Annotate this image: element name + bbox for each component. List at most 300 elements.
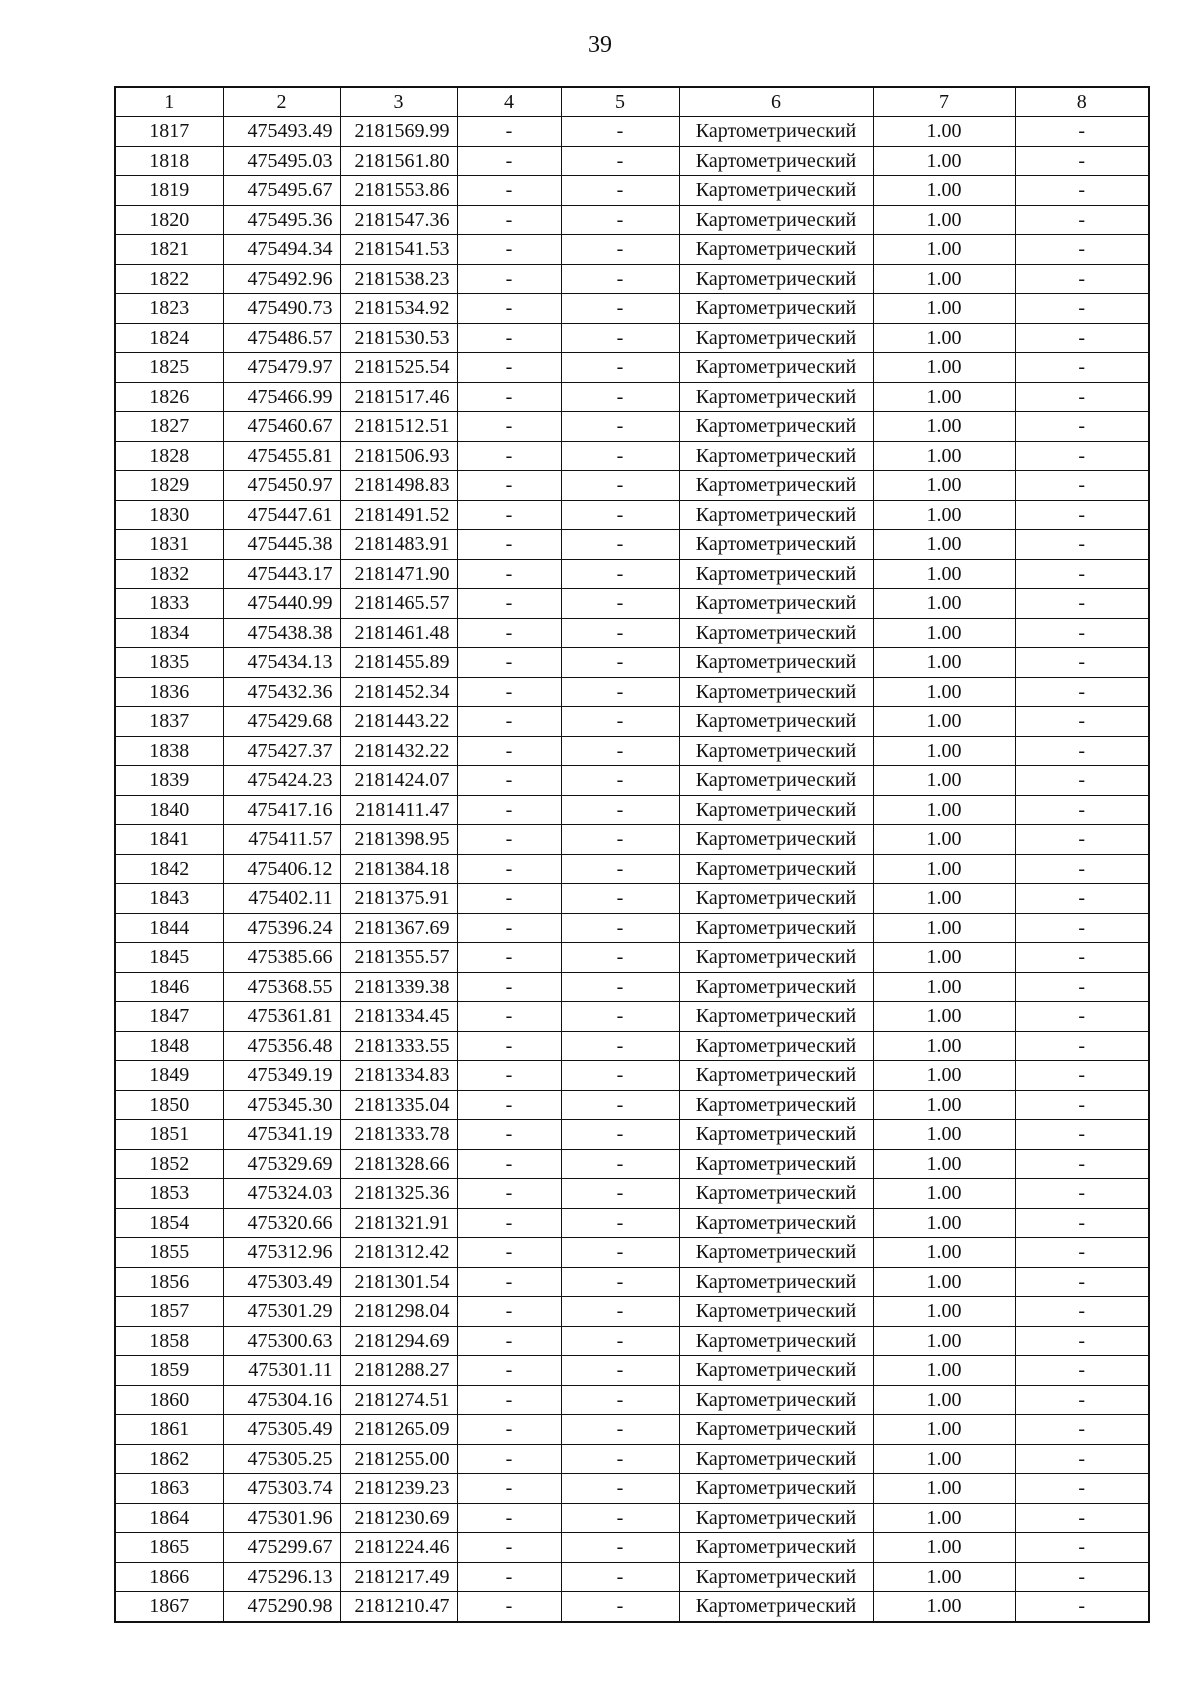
- column-8-cell: -: [1015, 1179, 1149, 1209]
- x-coordinate-cell: 475434.13: [223, 648, 340, 678]
- column-8-cell: -: [1015, 500, 1149, 530]
- column-5-cell: -: [561, 677, 679, 707]
- method-cell: Картометрический: [679, 382, 873, 412]
- column-5-cell: -: [561, 1385, 679, 1415]
- accuracy-cell: 1.00: [873, 1238, 1015, 1268]
- column-5-cell: -: [561, 1474, 679, 1504]
- column-5-cell: -: [561, 795, 679, 825]
- accuracy-cell: 1.00: [873, 943, 1015, 973]
- accuracy-cell: 1.00: [873, 1444, 1015, 1474]
- column-5-cell: -: [561, 1503, 679, 1533]
- column-4-cell: -: [457, 146, 561, 176]
- y-coordinate-cell: 2181465.57: [340, 589, 457, 619]
- x-coordinate-cell: 475495.67: [223, 176, 340, 206]
- column-8-cell: -: [1015, 766, 1149, 796]
- column-4-cell: -: [457, 1592, 561, 1622]
- accuracy-cell: 1.00: [873, 913, 1015, 943]
- column-5-cell: -: [561, 1061, 679, 1091]
- method-cell: Картометрический: [679, 1503, 873, 1533]
- method-cell: Картометрический: [679, 294, 873, 324]
- method-cell: Картометрический: [679, 1149, 873, 1179]
- method-cell: Картометрический: [679, 1031, 873, 1061]
- accuracy-cell: 1.00: [873, 707, 1015, 737]
- table-row: [115, 1031, 1149, 1061]
- method-cell: Картометрический: [679, 1267, 873, 1297]
- accuracy-cell: 1.00: [873, 1533, 1015, 1563]
- point-number-cell: 1840: [115, 795, 223, 825]
- table-header-row: [115, 87, 1149, 117]
- accuracy-cell: 1.00: [873, 1326, 1015, 1356]
- y-coordinate-cell: 2181506.93: [340, 441, 457, 471]
- table-row: [115, 943, 1149, 973]
- y-coordinate-cell: 2181530.53: [340, 323, 457, 353]
- column-4-cell: -: [457, 1179, 561, 1209]
- column-5-cell: -: [561, 618, 679, 648]
- table-row: [115, 117, 1149, 147]
- point-number-cell: 1826: [115, 382, 223, 412]
- x-coordinate-cell: 475460.67: [223, 412, 340, 442]
- point-number-cell: 1860: [115, 1385, 223, 1415]
- y-coordinate-cell: 2181538.23: [340, 264, 457, 294]
- x-coordinate-cell: 475304.16: [223, 1385, 340, 1415]
- column-8-cell: -: [1015, 648, 1149, 678]
- y-coordinate-cell: 2181210.47: [340, 1592, 457, 1622]
- column-8-cell: -: [1015, 943, 1149, 973]
- point-number-cell: 1862: [115, 1444, 223, 1474]
- column-8-cell: -: [1015, 677, 1149, 707]
- accuracy-cell: 1.00: [873, 677, 1015, 707]
- column-5-cell: -: [561, 1592, 679, 1622]
- point-number-cell: 1835: [115, 648, 223, 678]
- column-8-cell: -: [1015, 618, 1149, 648]
- point-number-cell: 1864: [115, 1503, 223, 1533]
- column-header: 8: [1015, 87, 1149, 117]
- column-8-cell: -: [1015, 1385, 1149, 1415]
- accuracy-cell: 1.00: [873, 146, 1015, 176]
- column-4-cell: -: [457, 1002, 561, 1032]
- column-4-cell: -: [457, 1267, 561, 1297]
- column-4-cell: -: [457, 1238, 561, 1268]
- method-cell: Картометрический: [679, 618, 873, 648]
- point-number-cell: 1863: [115, 1474, 223, 1504]
- method-cell: Картометрический: [679, 1533, 873, 1563]
- column-8-cell: -: [1015, 1356, 1149, 1386]
- point-number-cell: 1825: [115, 353, 223, 383]
- y-coordinate-cell: 2181294.69: [340, 1326, 457, 1356]
- column-4-cell: -: [457, 943, 561, 973]
- method-cell: Картометрический: [679, 854, 873, 884]
- column-4-cell: -: [457, 471, 561, 501]
- method-cell: Картометрический: [679, 1592, 873, 1622]
- column-5-cell: -: [561, 1533, 679, 1563]
- table-row: [115, 530, 1149, 560]
- table-row: [115, 441, 1149, 471]
- point-number-cell: 1866: [115, 1562, 223, 1592]
- column-5-cell: -: [561, 825, 679, 855]
- method-cell: Картометрический: [679, 530, 873, 560]
- method-cell: Картометрический: [679, 1208, 873, 1238]
- column-5-cell: -: [561, 1238, 679, 1268]
- y-coordinate-cell: 2181569.99: [340, 117, 457, 147]
- y-coordinate-cell: 2181334.45: [340, 1002, 457, 1032]
- column-header: 6: [679, 87, 873, 117]
- x-coordinate-cell: 475432.36: [223, 677, 340, 707]
- column-5-cell: -: [561, 530, 679, 560]
- table-row: [115, 235, 1149, 265]
- point-number-cell: 1854: [115, 1208, 223, 1238]
- x-coordinate-cell: 475385.66: [223, 943, 340, 973]
- column-8-cell: -: [1015, 530, 1149, 560]
- table-row: [115, 825, 1149, 855]
- column-4-cell: -: [457, 736, 561, 766]
- column-5-cell: -: [561, 648, 679, 678]
- method-cell: Картометрический: [679, 1179, 873, 1209]
- column-8-cell: -: [1015, 471, 1149, 501]
- x-coordinate-cell: 475429.68: [223, 707, 340, 737]
- column-5-cell: -: [561, 1179, 679, 1209]
- x-coordinate-cell: 475406.12: [223, 854, 340, 884]
- table-row: [115, 854, 1149, 884]
- accuracy-cell: 1.00: [873, 1090, 1015, 1120]
- column-5-cell: -: [561, 235, 679, 265]
- column-4-cell: -: [457, 648, 561, 678]
- x-coordinate-cell: 475329.69: [223, 1149, 340, 1179]
- column-8-cell: -: [1015, 264, 1149, 294]
- column-8-cell: -: [1015, 1592, 1149, 1622]
- point-number-cell: 1857: [115, 1297, 223, 1327]
- method-cell: Картометрический: [679, 1002, 873, 1032]
- x-coordinate-cell: 475455.81: [223, 441, 340, 471]
- y-coordinate-cell: 2181455.89: [340, 648, 457, 678]
- column-8-cell: -: [1015, 559, 1149, 589]
- x-coordinate-cell: 475445.38: [223, 530, 340, 560]
- y-coordinate-cell: 2181265.09: [340, 1415, 457, 1445]
- y-coordinate-cell: 2181443.22: [340, 707, 457, 737]
- table-row: [115, 176, 1149, 206]
- y-coordinate-cell: 2181471.90: [340, 559, 457, 589]
- column-4-cell: -: [457, 1415, 561, 1445]
- y-coordinate-cell: 2181288.27: [340, 1356, 457, 1386]
- column-4-cell: -: [457, 235, 561, 265]
- x-coordinate-cell: 475305.25: [223, 1444, 340, 1474]
- x-coordinate-cell: 475440.99: [223, 589, 340, 619]
- point-number-cell: 1867: [115, 1592, 223, 1622]
- accuracy-cell: 1.00: [873, 825, 1015, 855]
- column-5-cell: -: [561, 589, 679, 619]
- method-cell: Картометрический: [679, 1120, 873, 1150]
- table-row: [115, 1179, 1149, 1209]
- point-number-cell: 1827: [115, 412, 223, 442]
- column-5-cell: -: [561, 353, 679, 383]
- method-cell: Картометрический: [679, 913, 873, 943]
- table-row: [115, 677, 1149, 707]
- column-4-cell: -: [457, 1356, 561, 1386]
- column-4-cell: -: [457, 1208, 561, 1238]
- y-coordinate-cell: 2181375.91: [340, 884, 457, 914]
- y-coordinate-cell: 2181498.83: [340, 471, 457, 501]
- x-coordinate-cell: 475486.57: [223, 323, 340, 353]
- column-4-cell: -: [457, 707, 561, 737]
- column-8-cell: -: [1015, 1474, 1149, 1504]
- accuracy-cell: 1.00: [873, 1415, 1015, 1445]
- table-row: [115, 1444, 1149, 1474]
- x-coordinate-cell: 475447.61: [223, 500, 340, 530]
- method-cell: Картометрический: [679, 412, 873, 442]
- method-cell: Картометрический: [679, 1415, 873, 1445]
- column-5-cell: -: [561, 264, 679, 294]
- y-coordinate-cell: 2181339.38: [340, 972, 457, 1002]
- column-8-cell: -: [1015, 323, 1149, 353]
- column-8-cell: -: [1015, 1120, 1149, 1150]
- x-coordinate-cell: 475320.66: [223, 1208, 340, 1238]
- y-coordinate-cell: 2181274.51: [340, 1385, 457, 1415]
- y-coordinate-cell: 2181512.51: [340, 412, 457, 442]
- x-coordinate-cell: 475296.13: [223, 1562, 340, 1592]
- column-4-cell: -: [457, 825, 561, 855]
- column-4-cell: -: [457, 1474, 561, 1504]
- table-row: [115, 766, 1149, 796]
- accuracy-cell: 1.00: [873, 1120, 1015, 1150]
- accuracy-cell: 1.00: [873, 884, 1015, 914]
- column-4-cell: -: [457, 323, 561, 353]
- accuracy-cell: 1.00: [873, 1208, 1015, 1238]
- x-coordinate-cell: 475411.57: [223, 825, 340, 855]
- column-5-cell: -: [561, 1356, 679, 1386]
- column-4-cell: -: [457, 972, 561, 1002]
- x-coordinate-cell: 475356.48: [223, 1031, 340, 1061]
- table-row: [115, 1208, 1149, 1238]
- method-cell: Картометрический: [679, 146, 873, 176]
- table-row: [115, 1002, 1149, 1032]
- y-coordinate-cell: 2181217.49: [340, 1562, 457, 1592]
- column-8-cell: -: [1015, 412, 1149, 442]
- column-4-cell: -: [457, 1149, 561, 1179]
- x-coordinate-cell: 475495.03: [223, 146, 340, 176]
- column-4-cell: -: [457, 412, 561, 442]
- point-number-cell: 1855: [115, 1238, 223, 1268]
- column-5-cell: -: [561, 1444, 679, 1474]
- y-coordinate-cell: 2181312.42: [340, 1238, 457, 1268]
- y-coordinate-cell: 2181355.57: [340, 943, 457, 973]
- x-coordinate-cell: 475301.96: [223, 1503, 340, 1533]
- table-row: [115, 412, 1149, 442]
- accuracy-cell: 1.00: [873, 1031, 1015, 1061]
- column-8-cell: -: [1015, 795, 1149, 825]
- method-cell: Картометрический: [679, 795, 873, 825]
- column-4-cell: -: [457, 1503, 561, 1533]
- column-4-cell: -: [457, 1444, 561, 1474]
- y-coordinate-cell: 2181335.04: [340, 1090, 457, 1120]
- x-coordinate-cell: 475301.29: [223, 1297, 340, 1327]
- column-5-cell: -: [561, 854, 679, 884]
- method-cell: Картометрический: [679, 1061, 873, 1091]
- y-coordinate-cell: 2181541.53: [340, 235, 457, 265]
- table-row: [115, 913, 1149, 943]
- method-cell: Картометрический: [679, 1238, 873, 1268]
- column-8-cell: -: [1015, 441, 1149, 471]
- column-header: 1: [115, 87, 223, 117]
- point-number-cell: 1837: [115, 707, 223, 737]
- column-5-cell: -: [561, 146, 679, 176]
- column-5-cell: -: [561, 176, 679, 206]
- column-5-cell: -: [561, 884, 679, 914]
- column-4-cell: -: [457, 913, 561, 943]
- y-coordinate-cell: 2181432.22: [340, 736, 457, 766]
- column-8-cell: -: [1015, 176, 1149, 206]
- column-5-cell: -: [561, 559, 679, 589]
- column-5-cell: -: [561, 707, 679, 737]
- accuracy-cell: 1.00: [873, 795, 1015, 825]
- y-coordinate-cell: 2181398.95: [340, 825, 457, 855]
- point-number-cell: 1833: [115, 589, 223, 619]
- point-number-cell: 1852: [115, 1149, 223, 1179]
- accuracy-cell: 1.00: [873, 1385, 1015, 1415]
- table-row: [115, 1385, 1149, 1415]
- column-5-cell: -: [561, 1002, 679, 1032]
- accuracy-cell: 1.00: [873, 618, 1015, 648]
- point-number-cell: 1834: [115, 618, 223, 648]
- point-number-cell: 1832: [115, 559, 223, 589]
- point-number-cell: 1846: [115, 972, 223, 1002]
- table-row: [115, 205, 1149, 235]
- x-coordinate-cell: 475349.19: [223, 1061, 340, 1091]
- column-4-cell: -: [457, 530, 561, 560]
- method-cell: Картометрический: [679, 205, 873, 235]
- x-coordinate-cell: 475361.81: [223, 1002, 340, 1032]
- column-4-cell: -: [457, 1090, 561, 1120]
- x-coordinate-cell: 475438.38: [223, 618, 340, 648]
- table-row: [115, 972, 1149, 1002]
- column-5-cell: -: [561, 1120, 679, 1150]
- table-row: [115, 1297, 1149, 1327]
- table-row: [115, 1149, 1149, 1179]
- column-8-cell: -: [1015, 1415, 1149, 1445]
- table-row: [115, 1120, 1149, 1150]
- column-5-cell: -: [561, 1415, 679, 1445]
- coordinates-table: [114, 86, 1150, 1623]
- method-cell: Картометрический: [679, 235, 873, 265]
- y-coordinate-cell: 2181525.54: [340, 353, 457, 383]
- accuracy-cell: 1.00: [873, 972, 1015, 1002]
- point-number-cell: 1858: [115, 1326, 223, 1356]
- x-coordinate-cell: 475479.97: [223, 353, 340, 383]
- column-header: 5: [561, 87, 679, 117]
- table-row: [115, 559, 1149, 589]
- accuracy-cell: 1.00: [873, 1474, 1015, 1504]
- table-row: [115, 1061, 1149, 1091]
- accuracy-cell: 1.00: [873, 1592, 1015, 1622]
- method-cell: Картометрический: [679, 471, 873, 501]
- accuracy-cell: 1.00: [873, 530, 1015, 560]
- accuracy-cell: 1.00: [873, 589, 1015, 619]
- accuracy-cell: 1.00: [873, 323, 1015, 353]
- accuracy-cell: 1.00: [873, 412, 1015, 442]
- point-number-cell: 1859: [115, 1356, 223, 1386]
- table-row: [115, 1562, 1149, 1592]
- accuracy-cell: 1.00: [873, 1267, 1015, 1297]
- accuracy-cell: 1.00: [873, 559, 1015, 589]
- method-cell: Картометрический: [679, 1385, 873, 1415]
- accuracy-cell: 1.00: [873, 1356, 1015, 1386]
- column-8-cell: -: [1015, 1208, 1149, 1238]
- x-coordinate-cell: 475443.17: [223, 559, 340, 589]
- column-header: 3: [340, 87, 457, 117]
- x-coordinate-cell: 475290.98: [223, 1592, 340, 1622]
- table-row: [115, 589, 1149, 619]
- column-5-cell: -: [561, 441, 679, 471]
- column-4-cell: -: [457, 1297, 561, 1327]
- x-coordinate-cell: 475494.34: [223, 235, 340, 265]
- method-cell: Картометрический: [679, 1356, 873, 1386]
- column-8-cell: -: [1015, 707, 1149, 737]
- accuracy-cell: 1.00: [873, 264, 1015, 294]
- table-row: [115, 264, 1149, 294]
- accuracy-cell: 1.00: [873, 736, 1015, 766]
- method-cell: Картометрический: [679, 648, 873, 678]
- y-coordinate-cell: 2181553.86: [340, 176, 457, 206]
- method-cell: Картометрический: [679, 943, 873, 973]
- y-coordinate-cell: 2181333.78: [340, 1120, 457, 1150]
- accuracy-cell: 1.00: [873, 1297, 1015, 1327]
- method-cell: Картометрический: [679, 766, 873, 796]
- y-coordinate-cell: 2181384.18: [340, 854, 457, 884]
- point-number-cell: 1822: [115, 264, 223, 294]
- point-number-cell: 1819: [115, 176, 223, 206]
- method-cell: Картометрический: [679, 264, 873, 294]
- column-4-cell: -: [457, 500, 561, 530]
- column-8-cell: -: [1015, 117, 1149, 147]
- column-4-cell: -: [457, 382, 561, 412]
- method-cell: Картометрический: [679, 1474, 873, 1504]
- table-row: [115, 1326, 1149, 1356]
- accuracy-cell: 1.00: [873, 1503, 1015, 1533]
- method-cell: Картометрический: [679, 176, 873, 206]
- column-4-cell: -: [457, 1120, 561, 1150]
- table-row: [115, 323, 1149, 353]
- column-5-cell: -: [561, 943, 679, 973]
- column-5-cell: -: [561, 117, 679, 147]
- table-row: [115, 884, 1149, 914]
- table-row: [115, 1474, 1149, 1504]
- column-5-cell: -: [561, 382, 679, 412]
- column-5-cell: -: [561, 1562, 679, 1592]
- y-coordinate-cell: 2181301.54: [340, 1267, 457, 1297]
- table-row: [115, 471, 1149, 501]
- method-cell: Картометрический: [679, 1090, 873, 1120]
- table-row: [115, 707, 1149, 737]
- y-coordinate-cell: 2181321.91: [340, 1208, 457, 1238]
- point-number-cell: 1849: [115, 1061, 223, 1091]
- point-number-cell: 1844: [115, 913, 223, 943]
- column-8-cell: -: [1015, 589, 1149, 619]
- table-body: [115, 117, 1149, 1622]
- column-8-cell: -: [1015, 1238, 1149, 1268]
- y-coordinate-cell: 2181561.80: [340, 146, 457, 176]
- column-4-cell: -: [457, 589, 561, 619]
- column-8-cell: -: [1015, 884, 1149, 914]
- method-cell: Картометрический: [679, 825, 873, 855]
- column-5-cell: -: [561, 1090, 679, 1120]
- column-5-cell: -: [561, 1326, 679, 1356]
- column-8-cell: -: [1015, 1002, 1149, 1032]
- point-number-cell: 1818: [115, 146, 223, 176]
- point-number-cell: 1842: [115, 854, 223, 884]
- point-number-cell: 1848: [115, 1031, 223, 1061]
- column-8-cell: -: [1015, 1297, 1149, 1327]
- column-8-cell: -: [1015, 1090, 1149, 1120]
- page-number: 39: [588, 32, 612, 58]
- column-4-cell: -: [457, 117, 561, 147]
